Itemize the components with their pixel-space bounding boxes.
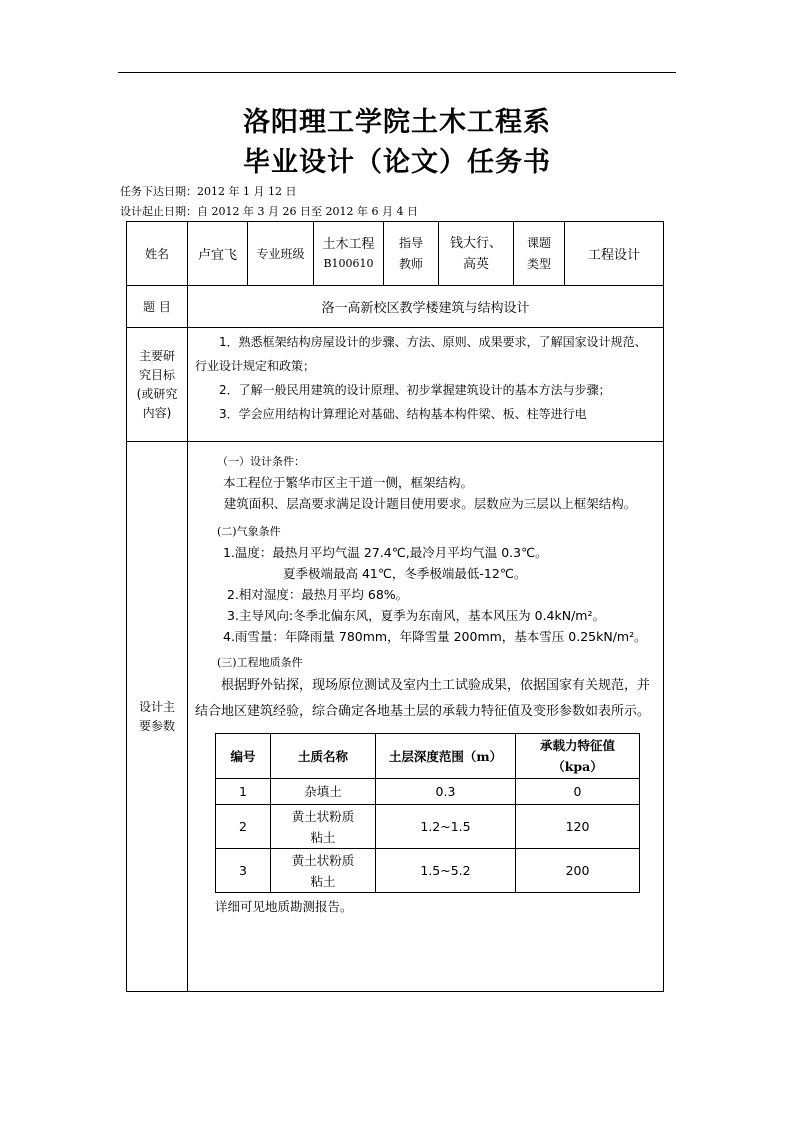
class-value (314, 222, 384, 286)
advisor-value-1: 钱大行、 (449, 235, 502, 251)
section1-p2: 建筑面积、层高要求满足设计题目使用要求。层数应为三层以上框架结构。 (223, 496, 637, 511)
soil-name-1: 黄土状粉质 (291, 852, 355, 868)
soil-header-capacity (516, 734, 640, 779)
goal-item-2: 2．了解一般民用建筑的设计原理、初步掌握建筑设计的基本方法与步骤； (219, 383, 611, 397)
type-label-1: 课题 (526, 235, 551, 250)
soil-header-capacity-2: （kpa） (552, 759, 603, 774)
section1-title: （一）设计条件： (217, 455, 305, 468)
goals-label (127, 328, 188, 442)
soil-footnote: 详细可见地质勘测报告。 (215, 899, 353, 914)
section2-title: (二)气象条件 (217, 525, 281, 538)
type-value: 工程设计 (565, 222, 664, 286)
goals-label-2: 究目标 (138, 367, 175, 382)
soil-name-2: 粘土 (310, 873, 336, 889)
section2-l1: 1.温度：最热月平均气温 27.4℃,最冷月平均气温 0.3℃。 (223, 545, 548, 560)
soil-name: 杂填土 (271, 779, 376, 805)
class-value-major: 土木工程 (322, 236, 375, 252)
goals-content (188, 328, 664, 442)
soil-name (271, 805, 376, 849)
advisor-label-2: 教师 (398, 256, 423, 271)
name-value: 卢宜飞 (188, 222, 248, 286)
soil-depth: 1.5~5.2 (376, 849, 516, 893)
table-row (216, 849, 640, 893)
section2-l4: 3.主导风向:冬季北偏东风，夏季为东南风，基本风压为 0.4kN/m²。 (227, 608, 605, 623)
soil-depth: 1.2~1.5 (376, 805, 516, 849)
topic-label: 题 目 (127, 286, 188, 328)
params-content (188, 442, 664, 992)
params-label-2: 要参数 (138, 718, 175, 733)
soil-header-capacity-1: 承载力特征值 (539, 738, 615, 753)
goals-label-3: (或研究 (136, 386, 178, 401)
table-row (216, 805, 640, 849)
advisor-value-2: 高英 (462, 256, 489, 272)
goals-label-1: 主要研 (138, 348, 175, 363)
soil-capacity: 0 (516, 779, 640, 805)
soil-header-depth: 土层深度范围（m） (376, 734, 516, 779)
advisor-value (439, 222, 514, 286)
task-table (126, 221, 664, 992)
advisor-label (384, 222, 439, 286)
type-label (514, 222, 565, 286)
soil-table (215, 733, 640, 893)
soil-no: 2 (216, 805, 271, 849)
soil-capacity: 200 (516, 849, 640, 893)
params-row (127, 442, 664, 992)
advisor-label-1: 指导 (398, 235, 423, 250)
soil-no: 1 (216, 779, 271, 805)
goal-item-1: 1．熟悉框架结构房屋设计的步骤、方法、原则、成果要求，了解国家设计规范、行业设计规定和政策； (195, 335, 647, 373)
soil-depth: 0.3 (376, 779, 516, 805)
section2-l3: 2.相对湿度：最热月平均 68%。 (227, 587, 409, 602)
soil-header-row (216, 734, 640, 779)
page-title-line2: 毕业设计（论文）任务书 (243, 147, 551, 178)
soil-no: 3 (216, 849, 271, 893)
topic-value: 洛一高新校区教学楼建筑与结构设计 (188, 286, 664, 328)
section2-l2: 夏季极端最高 41℃，冬季极端最低-12℃。 (283, 566, 527, 581)
info-row (127, 222, 664, 286)
params-label (127, 442, 188, 992)
section3-p: 根据野外钻探，现场原位测试及室内土工试验成果，依据国家有关规范，并结合地区建筑经验，综合确定各地基土层的承载力特征值及变形参数如表所示。 (195, 678, 651, 719)
issue-date: 任务下达日期：2012 年 1 月 12 日 (120, 185, 297, 198)
goals-row (127, 328, 664, 442)
soil-name-2: 粘土 (310, 829, 336, 845)
class-label: 专业班级 (248, 222, 314, 286)
goal-item-3: 3．学会应用结构计算理论对基础、结构基本构件梁、板、柱等进行电 (219, 407, 587, 421)
type-label-2: 类型 (526, 256, 551, 271)
section1-p1: 本工程位于繁华市区主干道一侧，框架结构。 (223, 475, 474, 490)
soil-name-1: 黄土状粉质 (291, 808, 355, 824)
section3-title: (三)工程地质条件 (217, 656, 303, 669)
soil-name (271, 849, 376, 893)
header-rule (118, 72, 676, 73)
soil-header-no: 编号 (216, 734, 271, 779)
design-period: 设计起止日期：自 2012 年 3 月 26 日至 2012 年 6 月 4 日 (120, 205, 418, 218)
soil-capacity: 120 (516, 805, 640, 849)
soil-header-name: 土质名称 (271, 734, 376, 779)
class-value-code: B100610 (323, 256, 374, 270)
name-label: 姓名 (127, 222, 188, 286)
goals-label-4: 内容) (142, 405, 172, 420)
page-title-line1: 洛阳理工学院土木工程系 (243, 107, 551, 138)
section2-l5: 4.雨雪量：年降雨量 780mm，年降雪量 200mm，基本雪压 0.25kN/m²。 (223, 629, 647, 644)
table-row (216, 779, 640, 805)
params-label-1: 设计主 (138, 699, 175, 714)
topic-row (127, 286, 664, 328)
